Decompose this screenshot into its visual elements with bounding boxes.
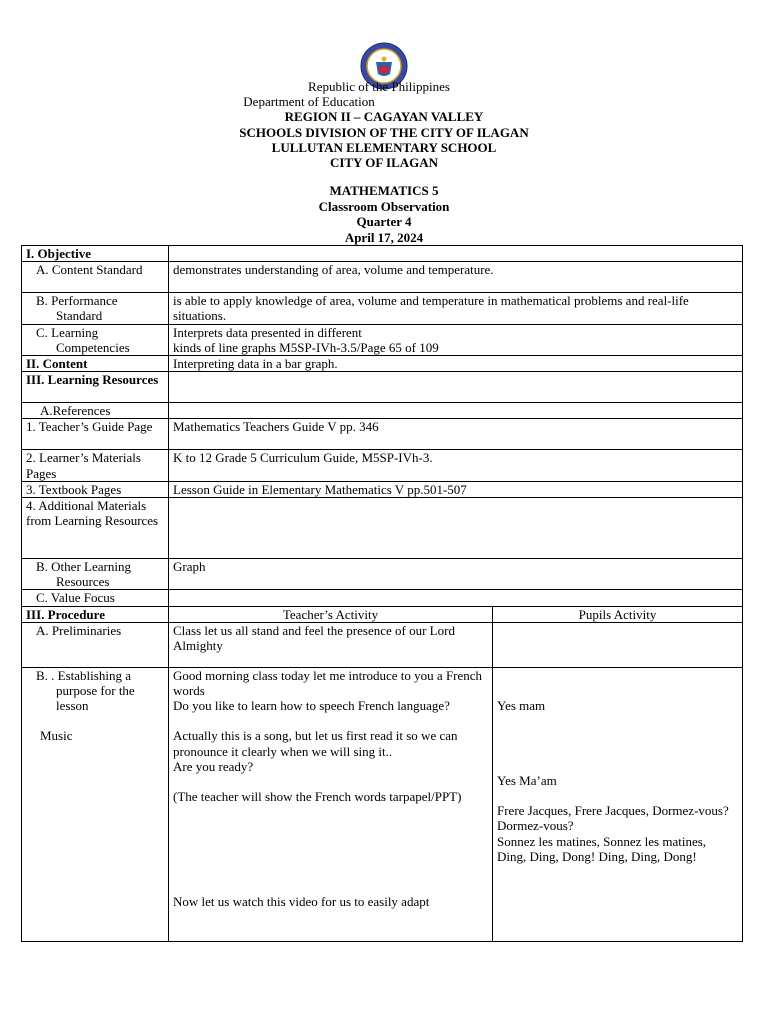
pupil-song-line3: Ding, Ding, Dong! Ding, Ding, Dong!: [497, 848, 697, 864]
quarter-label: Quarter 4: [356, 214, 412, 229]
header-republic: Republic of the Philippines: [308, 79, 450, 94]
teacher-ready: Are you ready?: [173, 758, 254, 774]
header-division: SCHOOLS DIVISION OF THE CITY OF ILAGAN: [239, 124, 529, 140]
subject-title: MATHEMATICS 5: [329, 183, 439, 198]
preliminaries-teacher: Class let us all stand and feel the presence of our Lord Almighty: [169, 622, 493, 667]
pupil-song-line2: Sonnez les matines, Sonnez les matines,: [497, 833, 707, 849]
additional-materials-label: 4. Additional Materials from Learning Resources: [22, 498, 169, 559]
lesson-plan-table: [21, 245, 743, 942]
references-label: A.References: [22, 403, 169, 419]
procedure-label: III. Procedure: [22, 606, 169, 622]
textbook-label: 3. Textbook Pages: [22, 481, 169, 497]
music-label: Music: [40, 728, 73, 744]
observation-type: Classroom Observation: [318, 198, 450, 214]
other-resources-label: B. Other Learning Resources: [36, 559, 131, 590]
table-row: [22, 667, 743, 941]
teacher-show-words: (The teacher will show the French words tarpapel/PPT): [173, 789, 462, 805]
pupils-activity-header: Pupils Activity: [493, 606, 743, 622]
table-row: [22, 246, 743, 262]
header-department: Department of Education: [243, 94, 375, 110]
table-row: [22, 481, 743, 497]
table-row: [22, 622, 743, 667]
table-row: [22, 262, 743, 293]
agency-header: [0, 79, 768, 170]
performance-standard-label: B. Performance Standard: [36, 293, 118, 324]
teachers-guide-value: Mathematics Teachers Guide V pp. 346: [169, 419, 743, 450]
table-row: [22, 419, 743, 450]
teacher-question: Do you like to learn how to speech French language?: [173, 698, 450, 714]
pupil-yes-maam: Yes Ma’am: [497, 773, 557, 789]
lesson-date: April 17, 2024: [344, 229, 424, 245]
header-region: REGION II – CAGAYAN VALLEY: [284, 109, 484, 125]
performance-standard-value: is able to apply knowledge of area, volume and temperature in mathematical problems and real-life situations.: [169, 293, 743, 324]
learning-resources-label: III. Learning Resources: [22, 372, 169, 403]
table-row: [22, 403, 743, 419]
value-focus-label: C. Value Focus: [22, 590, 169, 606]
pupil-yes-mam: Yes mam: [497, 697, 546, 713]
teachers-guide-label: 1. Teacher’s Guide Page: [22, 419, 169, 450]
learning-competencies-line1: Interprets data presented in different: [173, 324, 362, 340]
table-row: [22, 356, 743, 372]
content-label: II. Content: [22, 356, 169, 372]
table-row: [22, 498, 743, 559]
lesson-titles: [0, 183, 768, 245]
pupil-song-line1: Frere Jacques, Frere Jacques, Dormez-vous? Dormez-vous?: [497, 803, 729, 834]
teacher-video: Now let us watch this video for us to easily adapt: [173, 894, 430, 910]
teacher-greeting: Good morning class today let me introduce to you a French words: [173, 667, 483, 699]
table-row: [22, 590, 743, 606]
content-standard-label: A. Content Standard: [36, 262, 143, 278]
content-value: Interpreting data in a bar graph.: [169, 356, 743, 372]
learners-materials-value: K to 12 Grade 5 Curriculum Guide, M5SP-IVh-3.: [169, 450, 743, 481]
table-row: [22, 559, 743, 590]
table-row: [22, 450, 743, 481]
table-row: [22, 372, 743, 403]
establishing-purpose-label: B. . Establishing a purpose for the lesson: [36, 667, 135, 714]
learning-competencies-line2: kinds of line graphs M5SP-IVh-3.5/Page 65 of 109: [173, 339, 439, 355]
learners-materials-label: 2. Learner’s Materials Pages: [22, 450, 169, 481]
objective-label: I. Objective: [22, 246, 169, 262]
teacher-activity-header: Teacher’s Activity: [169, 606, 493, 622]
header-city: CITY OF ILAGAN: [329, 155, 439, 171]
table-row: [22, 293, 743, 324]
other-resources-value: Graph: [169, 559, 743, 590]
table-row: [22, 606, 743, 622]
content-standard-value: demonstrates understanding of area, volume and temperature.: [169, 262, 743, 293]
table-row: [22, 324, 743, 355]
preliminaries-label: A. Preliminaries: [36, 622, 122, 638]
teacher-song-intro: Actually this is a song, but let us first read it so we can pronounce it clearly when we will sing it..: [173, 728, 458, 759]
textbook-value: Lesson Guide in Elementary Mathematics V pp.501-507: [169, 481, 743, 497]
learning-competencies-label: C. Learning Competencies: [36, 324, 130, 355]
header-school: LULLUTAN ELEMENTARY SCHOOL: [271, 139, 497, 155]
